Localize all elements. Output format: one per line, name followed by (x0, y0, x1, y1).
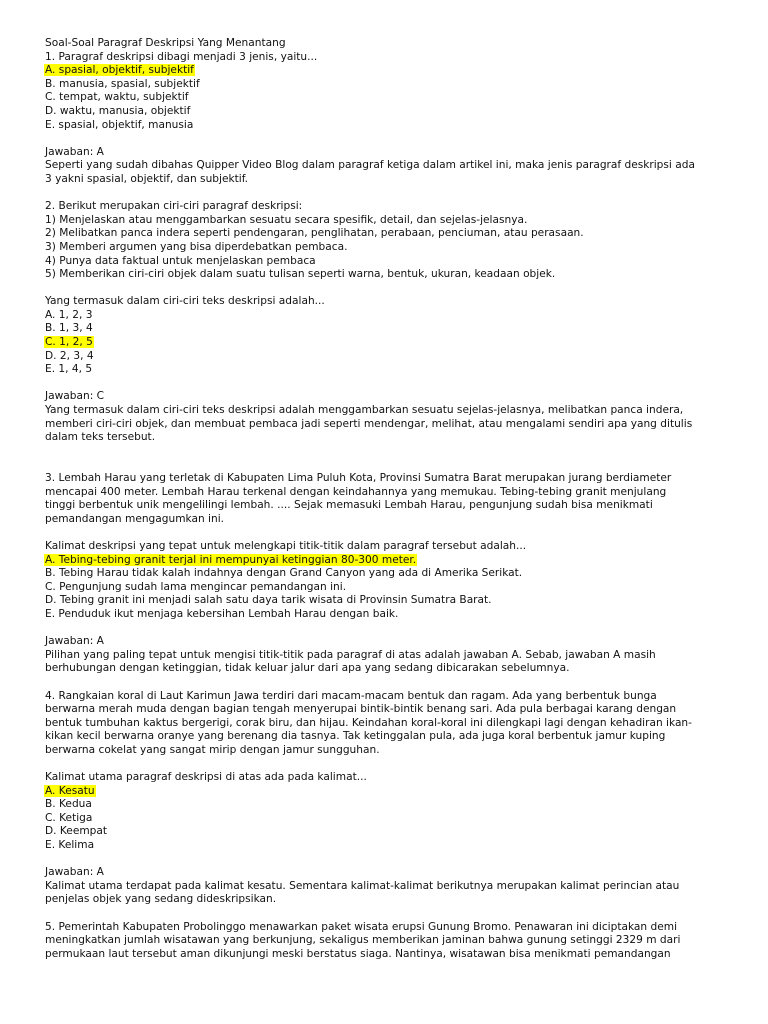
q3-option-a-correct (45, 554, 725, 568)
q1-option-b: B. manusia, spasial, subjektif (45, 77, 200, 90)
q1-explanation-line: 3 yakni spasial, objektif, dan subjektif. (45, 172, 249, 185)
q3-answer: Jawaban: A (45, 635, 104, 648)
q2-option-a: A. 1, 2, 3 (45, 308, 93, 321)
q3-option-e: E. Penduduk ikut menjaga kebersihan Lembah Harau dengan baik. (45, 607, 399, 620)
q2-explanation-line: dalam teks tersebut. (45, 431, 156, 444)
q1-option-a-correct (45, 64, 725, 78)
q3-option-b: B. Tebing Harau tidak kalah indahnya dengan Grand Canyon yang ada di Amerika Serikat. (45, 567, 523, 580)
q2-option-b: B. 1, 3, 4 (45, 322, 93, 335)
q2-item: 3) Memberi argumen yang bisa diperdebatkan pembaca. (45, 240, 348, 253)
q4-explanation-line: penjelas objek yang sedang dideskripsikan. (45, 893, 277, 906)
q5-passage-line: 5. Pemerintah Kabupaten Probolinggo menawarkan paket wisata erupsi Gunung Bromo. Penawaran ini diciptakan demi (45, 920, 678, 933)
q1-explanation-line: Seperti yang sudah dibahas Quipper Video Blog dalam paragraf ketiga dalam artikel ini, maka jenis paragraf deskripsi ada (45, 159, 695, 172)
q2-explanation-line: memberi ciri-ciri objek, dan membuat pembaca jadi seperti mendengar, melihat, atau mengalami sendiri apa yang ditulis (45, 417, 693, 430)
q4-passage-line: berwarna cokelat yang sangat mirip dengan jamur sungguhan. (45, 743, 380, 756)
document-page (45, 37, 725, 961)
q5-passage-line: meningkatkan jumlah wisatawan yang berkunjung, sekaligus memberikan jaminan bahwa gunung setinggi 2329 m dari (45, 934, 681, 947)
q2-explanation-line: Yang termasuk dalam ciri-ciri teks deskripsi adalah menggambarkan sesuatu sejelas-jelasnya, melibatkan panca indera, (45, 404, 684, 417)
q4-option-c: C. Ketiga (45, 811, 93, 824)
q3-passage-line: tinggi berbentuk unik mengelilingi lembah. .... Sejak memasuki Lembah Harau, pengunjung sudah bisa menikmati (45, 499, 653, 512)
q4-passage-line: berwarna merah muda dengan bagian tengah menyerupai bintik-bintik benang sari. Ada pula berbagai karang dengan (45, 703, 677, 716)
q3-option-d: D. Tebing granit ini menjadi salah satu daya tarik wisata di Provinsin Sumatra Barat. (45, 594, 492, 607)
q1-option-d: D. waktu, manusia, objektif (45, 104, 191, 117)
highlighted-answer: A. Tebing-tebing granit terjal ini mempunyai ketinggian 80-300 meter. (45, 553, 417, 566)
q4-answer: Jawaban: A (45, 866, 104, 879)
q2-option-d: D. 2, 3, 4 (45, 349, 94, 362)
q2-item: 1) Menjelaskan atau menggambarkan sesuatu secara spesifik, detail, dan sejelas-jelasnya. (45, 213, 528, 226)
q4-passage-line: bentuk tumbuhan kaktus bergerigi, corak biru, dan hijau. Keindahan koral-koral ini dilengkapi lagi dengan kehadiran ikan- (45, 716, 692, 729)
q2-item: 5) Memberikan ciri-ciri objek dalam suatu tulisan seperti warna, bentuk, ukuran, keadaan objek. (45, 268, 556, 281)
q1-answer: Jawaban: A (45, 145, 104, 158)
q2-question: Yang termasuk dalam ciri-ciri teks deskripsi adalah... (45, 295, 325, 308)
q4-passage-line: 4. Rangkaian koral di Laut Karimun Jawa terdiri dari macam-macam bentuk dan ragam. Ada yang berbentuk bunga (45, 689, 657, 702)
highlighted-answer: A. Kesatu (45, 784, 95, 797)
q3-question: Kalimat deskripsi yang tepat untuk melengkapi titik-titik dalam paragraf tersebut adalah... (45, 539, 527, 552)
q1-option-c: C. tempat, waktu, subjektif (45, 91, 189, 104)
q3-option-c: C. Pengunjung sudah lama mengincar pemandangan ini. (45, 580, 347, 593)
highlighted-answer: C. 1, 2, 5 (45, 336, 93, 349)
q4-passage-line: kikan kecil berwarna oranye yang berenang dia tasnya. Tak ketinggalan pula, ada juga koral berbentuk jamur kuping (45, 730, 666, 743)
q2-answer: Jawaban: C (45, 390, 105, 403)
q1-option-e: E. spasial, objektif, manusia (45, 118, 194, 131)
q3-explanation-line: Pilihan yang paling tepat untuk mengisi titik-titik pada paragraf di atas adalah jawaban A. Sebab, jawaban A masih (45, 648, 656, 661)
document-title: Soal-Soal Paragraf Deskripsi Yang Menantang (45, 37, 286, 49)
q2-item: 4) Punya data faktual untuk menjelaskan pembaca (45, 254, 316, 267)
q4-question: Kalimat utama paragraf deskripsi di atas ada pada kalimat... (45, 771, 367, 784)
q2-option-c-correct (45, 336, 725, 350)
q2-item: 2) Melibatkan panca indera seperti pendengaran, penglihatan, perabaan, penciuman, atau perasaan. (45, 227, 584, 240)
q5-passage-line: permukaan laut tersebut aman dikunjungi meski berstatus siaga. Nantinya, wisatawan bisa menikmati pemandangan (45, 947, 671, 960)
q3-passage-line: 3. Lembah Harau yang terletak di Kabupaten Lima Puluh Kota, Provinsi Sumatra Barat merupakan jurang berdiameter (45, 472, 672, 484)
q3-explanation-line: berhubungan dengan ketinggian, tidak keluar jalur dari apa yang sedang dibicarakan sebelumnya. (45, 662, 570, 675)
q2-option-e: E. 1, 4, 5 (45, 363, 93, 376)
highlighted-answer: A. spasial, objektif, subjektif (45, 64, 194, 77)
q4-option-d: D. Keempat (45, 825, 108, 838)
q1-question: 1. Paragraf deskripsi dibagi menjadi 3 jenis, yaitu... (45, 50, 318, 63)
q3-passage-line: pemandangan mengagumkan ini. (45, 512, 225, 525)
q4-option-e: E. Kelima (45, 839, 95, 852)
q4-explanation-line: Kalimat utama terdapat pada kalimat kesatu. Sementara kalimat-kalimat berikutnya merupakan kalimat perincian atau (45, 879, 680, 892)
q3-passage-line: mencapai 400 meter. Lembah Harau terkenal dengan keindahannya yang memukau. Tebing-tebing granit menjulang (45, 485, 667, 498)
q2-intro: 2. Berikut merupakan ciri-ciri paragraf deskripsi: (45, 200, 303, 213)
q4-option-b: B. Kedua (45, 798, 92, 811)
q4-option-a-correct (45, 785, 725, 799)
